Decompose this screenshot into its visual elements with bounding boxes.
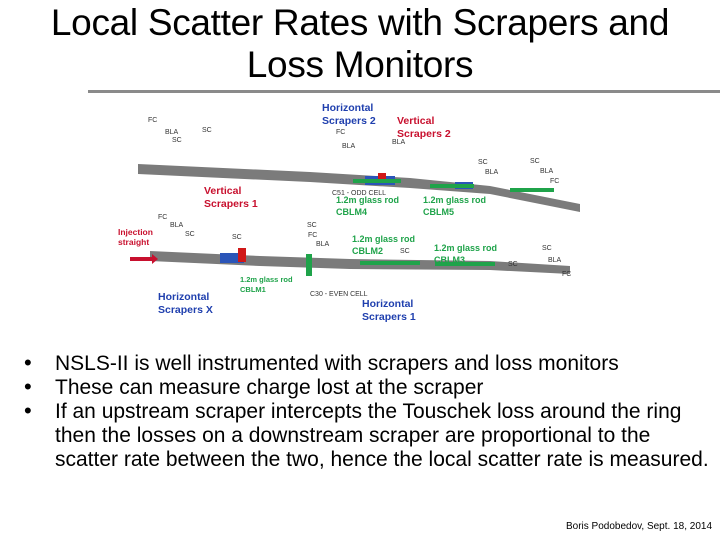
fc-label: FC <box>158 214 168 221</box>
bullet-item <box>20 400 710 472</box>
lower-beamline <box>130 248 570 276</box>
bullet-dot: • <box>24 350 32 375</box>
bla-label: BLA <box>342 143 356 150</box>
sc-label: SC <box>185 231 195 238</box>
fc-label: FC <box>308 232 318 239</box>
injection-straight-label: Injection straight <box>118 227 153 247</box>
sc-label: SC <box>478 159 488 166</box>
horizontal-scrapers-x-label: Horizontal Scrapers X <box>158 291 213 316</box>
odd-cell-label: C51 - ODD CELL <box>332 190 387 197</box>
cblm1-label: 1.2m glass rod CBLM1 <box>240 275 293 294</box>
fc-label: FC <box>550 178 560 185</box>
sc-label: SC <box>172 137 182 144</box>
sc-label: SC <box>530 158 540 165</box>
bla-label: BLA <box>540 168 554 175</box>
rod-callouts <box>240 195 497 294</box>
slide-title-line: Local Scatter Rates with Scrapers and Loss Monitors <box>50 2 670 85</box>
bullet-text: These can measure charge lost at the scraper <box>55 376 484 399</box>
bla-label: BLA <box>170 222 184 229</box>
even-cell-label: C30 - EVEN CELL <box>310 291 368 298</box>
horizontal-scrapers-2-label: Horizontal Scrapers 2 <box>322 102 376 127</box>
scraper-diagram <box>110 96 610 328</box>
blue-callouts <box>158 102 416 323</box>
bullet-text: NSLS-II is well instrumented with scrapers and loss monitors <box>55 352 619 375</box>
cblm4-label: 1.2m glass rod CBLM4 <box>336 195 400 217</box>
sc-label: SC <box>232 234 242 241</box>
bla-label: BLA <box>316 241 330 248</box>
sc-label: SC <box>542 245 552 252</box>
sc-label: SC <box>202 127 212 134</box>
bullet-text: If an upstream scraper intercepts the Touschek loss around the ring then the losses on a downstream scraper are proportional to the scatter rate between the two, hence the local scatter rate is measured. <box>55 400 709 471</box>
sc-label: SC <box>307 222 317 229</box>
bullet-item <box>20 376 710 400</box>
bla-label: BLA <box>165 129 179 136</box>
bla-label: BLA <box>548 257 562 264</box>
bullet-dot: • <box>24 398 32 423</box>
sc-label: SC <box>400 248 410 255</box>
sc-label: SC <box>508 261 518 268</box>
footer-credit: Boris Podobedov, Sept. 18, 2014 <box>565 521 712 532</box>
bullet-dot: • <box>24 374 32 399</box>
title-rule <box>88 90 720 93</box>
bla-label: BLA <box>392 139 406 146</box>
vertical-scrapers-1-label: Vertical Scrapers 1 <box>204 185 258 210</box>
bullet-item <box>20 352 710 376</box>
vertical-scrapers-2-label: Vertical Scrapers 2 <box>397 115 451 140</box>
cblm2-label: 1.2m glass rod CBLM2 <box>352 234 416 256</box>
bullet-list <box>20 352 710 472</box>
cblm3-label: 1.2m glass rod CBLM3 <box>434 243 498 265</box>
fc-label: FC <box>336 129 346 136</box>
slide-title <box>0 2 720 86</box>
bla-label: BLA <box>485 169 499 176</box>
horizontal-scrapers-1-label: Horizontal Scrapers 1 <box>362 298 416 323</box>
cblm5-label: 1.2m glass rod CBLM5 <box>423 195 487 217</box>
fc-label: FC <box>148 117 158 124</box>
fc-label: FC <box>562 271 572 278</box>
